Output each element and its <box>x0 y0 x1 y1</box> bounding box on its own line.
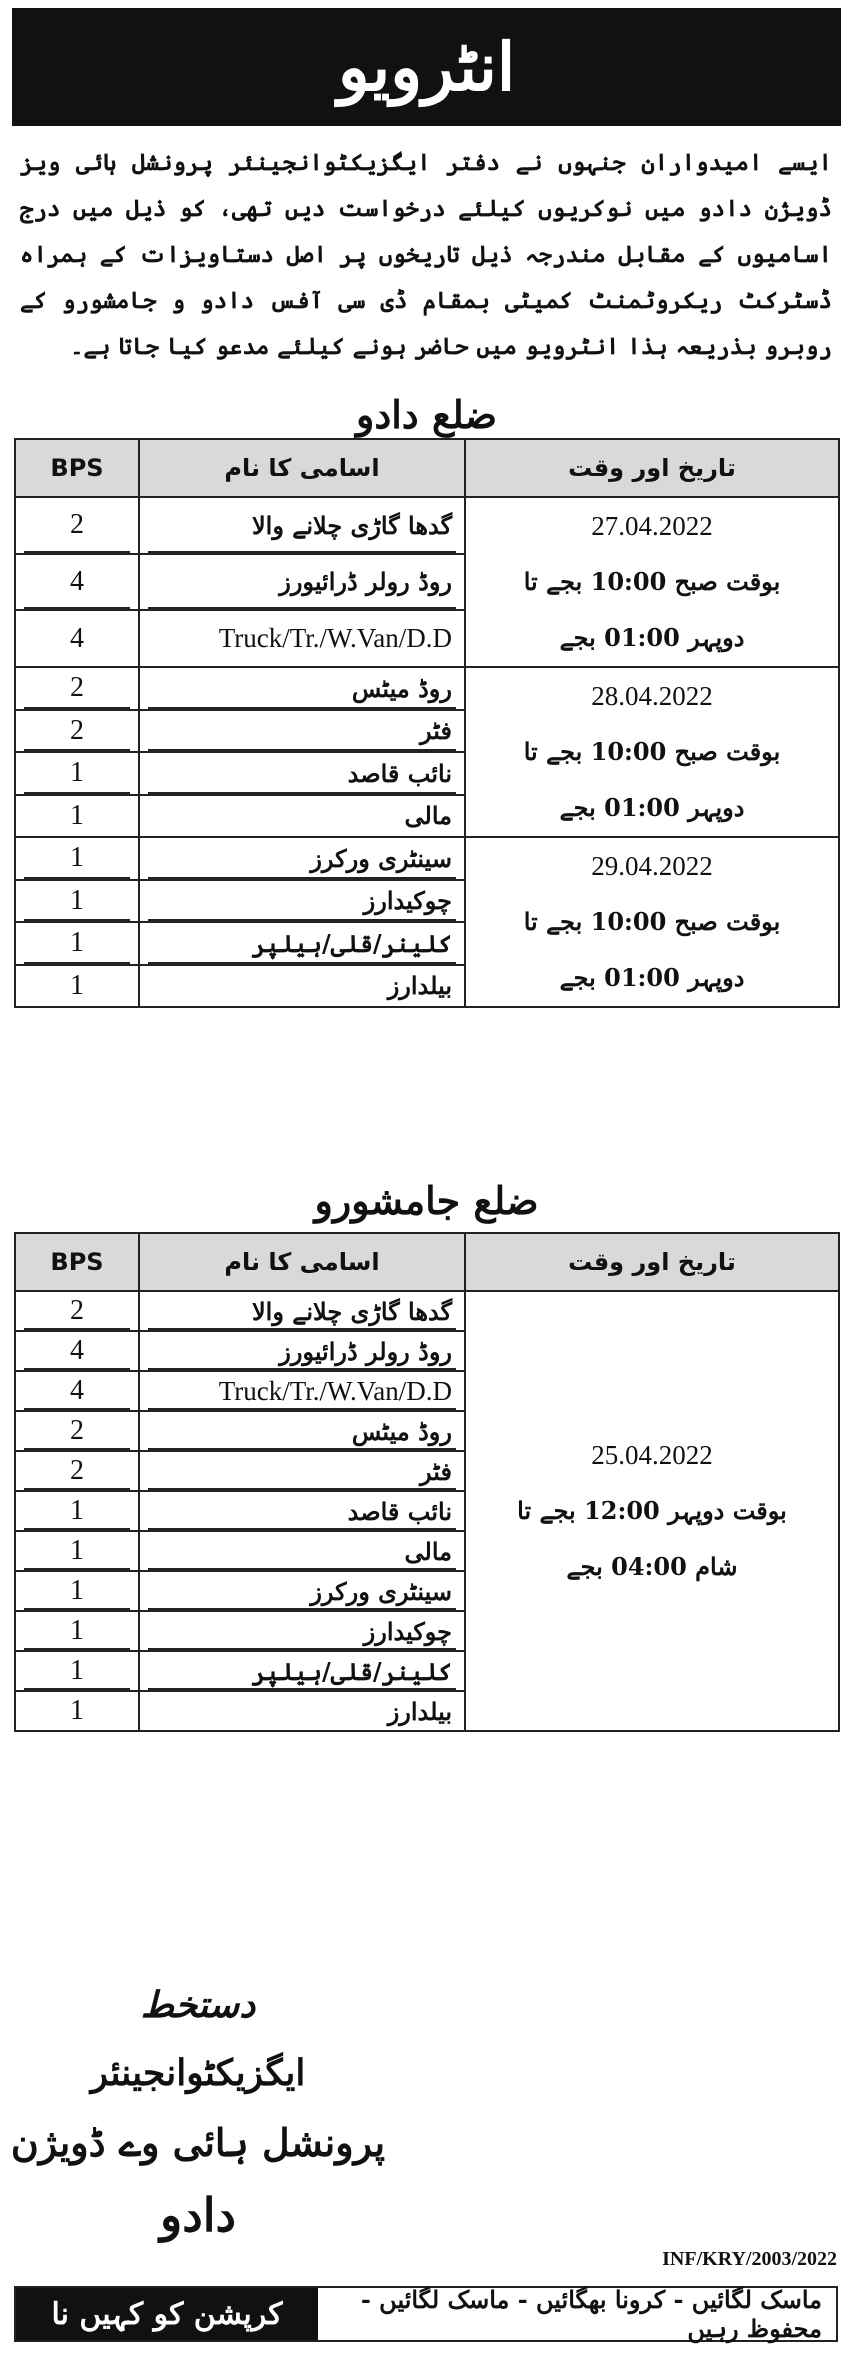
post-name-cell <box>139 1691 465 1731</box>
post-name: سینٹری ورکرز <box>310 843 452 873</box>
post-name: روڈ رولر ڈرائیورز <box>279 1336 452 1366</box>
date-time-cell <box>465 1291 839 1731</box>
bps-cell: 1 <box>15 965 139 1008</box>
bps-cell: 4 <box>15 1371 139 1411</box>
post-name-cell <box>139 1571 465 1611</box>
bps-cell: 1 <box>15 1531 139 1571</box>
interview-time-start: بوقت صبح 10:00 بجے تا <box>523 567 781 596</box>
post-name-cell <box>139 1291 465 1331</box>
table-row <box>15 667 839 710</box>
post-name: گدھا گاڑی چلانے والا <box>251 510 452 540</box>
date-time-cell <box>465 837 839 1007</box>
post-name-cell <box>139 554 465 611</box>
post-name: فٹر <box>420 716 452 746</box>
post-name-cell <box>139 497 465 554</box>
post-name: Truck/Tr./W.Van/D.D <box>218 623 452 654</box>
post-name: کلینر/قلی/ہیلپر <box>251 1656 452 1686</box>
table-row <box>15 1291 839 1331</box>
interview-banner <box>12 8 841 126</box>
bps-cell: 2 <box>15 1411 139 1451</box>
intro-paragraph: ایسے امیدواران جنہوں نے دفتر ایگزیکٹوانجینئر پرونشل ہائی ویز ڈویژن دادو میں نوکریوں کیلئے درخواست دیں تھی، کو ذیل میں درج اسامیوں کے مقابل مندرجہ ذیل تاریخوں پر اصل دستاویزات کے ہمراہ ڈسٹرکٹ ریکروٹمنٹ کمیٹی بمقام ڈی سی آفس دادو و جامشورو کے روبرو بذریعہ ہذا انٹرویو میں حاضر ہونے کیلئے مدعو کیا جاتا ہے۔ <box>20 149 832 360</box>
bps-cell: 1 <box>15 880 139 923</box>
jamshoro-schedule-table <box>14 1232 840 1732</box>
post-name-cell <box>139 1331 465 1371</box>
interview-time-end: دوپہر 01:00 بجے <box>559 793 745 822</box>
signature-label: دستخط <box>140 1984 256 2026</box>
bps-cell: 2 <box>15 710 139 753</box>
table-row <box>15 497 839 554</box>
date-time-cell <box>465 497 839 667</box>
interview-time-start: بوقت دوپہر 12:00 بجے تا <box>517 1496 787 1525</box>
post-name: بیلدارز <box>387 1696 452 1726</box>
post-name: روڈ رولر ڈرائیورز <box>279 567 452 597</box>
post-name: چوکیدارز <box>363 886 452 916</box>
post-name-cell <box>139 752 465 795</box>
post-name: گدھا گاڑی چلانے والا <box>251 1296 452 1326</box>
post-name-cell <box>139 667 465 710</box>
bps-cell: 4 <box>15 1331 139 1371</box>
post-name-cell <box>139 1371 465 1411</box>
post-name-cell <box>139 710 465 753</box>
header-post-name: اسامی کا نام <box>139 439 465 497</box>
post-name-cell <box>139 1491 465 1531</box>
header-date-time: تاریخ اور وقت <box>465 439 839 497</box>
header-bps: BPS <box>15 1233 139 1291</box>
interview-date: 28.04.2022 <box>591 681 713 711</box>
post-name: نائب قاصد <box>347 758 452 788</box>
bps-cell: 4 <box>15 610 139 667</box>
post-name-cell <box>139 1531 465 1571</box>
header-date-time: تاریخ اور وقت <box>465 1233 839 1291</box>
bps-cell: 1 <box>15 1491 139 1531</box>
interview-date: 29.04.2022 <box>591 851 713 881</box>
post-name: بیلدارز <box>387 971 452 1001</box>
interview-time-end: دوپہر 01:00 بجے <box>559 623 745 652</box>
interview-time-start: بوقت صبح 10:00 بجے تا <box>523 907 781 936</box>
bps-cell: 1 <box>15 837 139 880</box>
post-name-cell <box>139 1651 465 1691</box>
post-name: کلینر/قلی/ہیلپر <box>251 928 452 958</box>
jamshoro-heading: ضلع جامشورو <box>314 1178 539 1223</box>
bps-cell: 1 <box>15 1651 139 1691</box>
post-name-cell <box>139 965 465 1008</box>
post-name: مالی <box>404 1536 452 1566</box>
bps-cell: 2 <box>15 1451 139 1491</box>
post-name-cell <box>139 1411 465 1451</box>
anti-corruption-slogan: کرپشن کو کہیں نا <box>16 2288 318 2340</box>
post-name: سینٹری ورکرز <box>310 1576 452 1606</box>
bps-cell: 2 <box>15 667 139 710</box>
bps-cell: 1 <box>15 1691 139 1731</box>
reference-number: INF/KRY/2003/2022 <box>662 2248 837 2270</box>
bps-cell: 2 <box>15 1291 139 1331</box>
bps-cell: 2 <box>15 497 139 554</box>
post-name: مالی <box>404 801 452 831</box>
post-name-cell <box>139 880 465 923</box>
signatory-division: پرونشل ہائی وے ڈویژن <box>10 2120 386 2165</box>
interview-time-start: بوقت صبح 10:00 بجے تا <box>523 737 781 766</box>
interview-date: 25.04.2022 <box>591 1440 713 1470</box>
table-header-row <box>15 1233 839 1291</box>
bps-cell: 1 <box>15 752 139 795</box>
bps-cell: 1 <box>15 795 139 838</box>
interview-time-end: دوپہر 01:00 بجے <box>559 963 745 992</box>
post-name-cell <box>139 1451 465 1491</box>
table-header-row <box>15 439 839 497</box>
header-post-name: اسامی کا نام <box>139 1233 465 1291</box>
interview-date: 27.04.2022 <box>591 511 713 541</box>
footer-bar <box>14 2286 838 2342</box>
dadu-heading: ضلع دادو <box>355 392 498 437</box>
post-name: روڈ میٹس <box>351 673 452 703</box>
header-bps: BPS <box>15 439 139 497</box>
post-name-cell <box>139 837 465 880</box>
post-name: فٹر <box>420 1456 452 1486</box>
post-name-cell <box>139 795 465 838</box>
post-name: نائب قاصد <box>347 1496 452 1526</box>
bps-cell: 1 <box>15 922 139 965</box>
interview-time-end: شام 04:00 بجے <box>566 1552 738 1581</box>
signatory-city: دادو <box>160 2188 236 2242</box>
bps-cell: 1 <box>15 1611 139 1651</box>
post-name: روڈ میٹس <box>351 1416 452 1446</box>
post-name-cell <box>139 922 465 965</box>
signatory-title: ایگزیکٹوانجینئر <box>90 2052 306 2094</box>
bps-cell: 4 <box>15 554 139 611</box>
dadu-schedule-table <box>14 438 840 1008</box>
post-name: Truck/Tr./W.Van/D.D <box>218 1375 452 1406</box>
banner-title: انٹرویو <box>337 28 516 106</box>
table-row <box>15 837 839 880</box>
post-name-cell <box>139 610 465 667</box>
post-name-cell <box>139 1611 465 1651</box>
bps-cell: 1 <box>15 1571 139 1611</box>
date-time-cell <box>465 667 839 837</box>
footer-message: ماسک لگائیں - کرونا بھگائیں - ماسک لگائیں - محفوظ رہیں <box>360 2285 822 2343</box>
post-name: چوکیدارز <box>363 1616 452 1646</box>
